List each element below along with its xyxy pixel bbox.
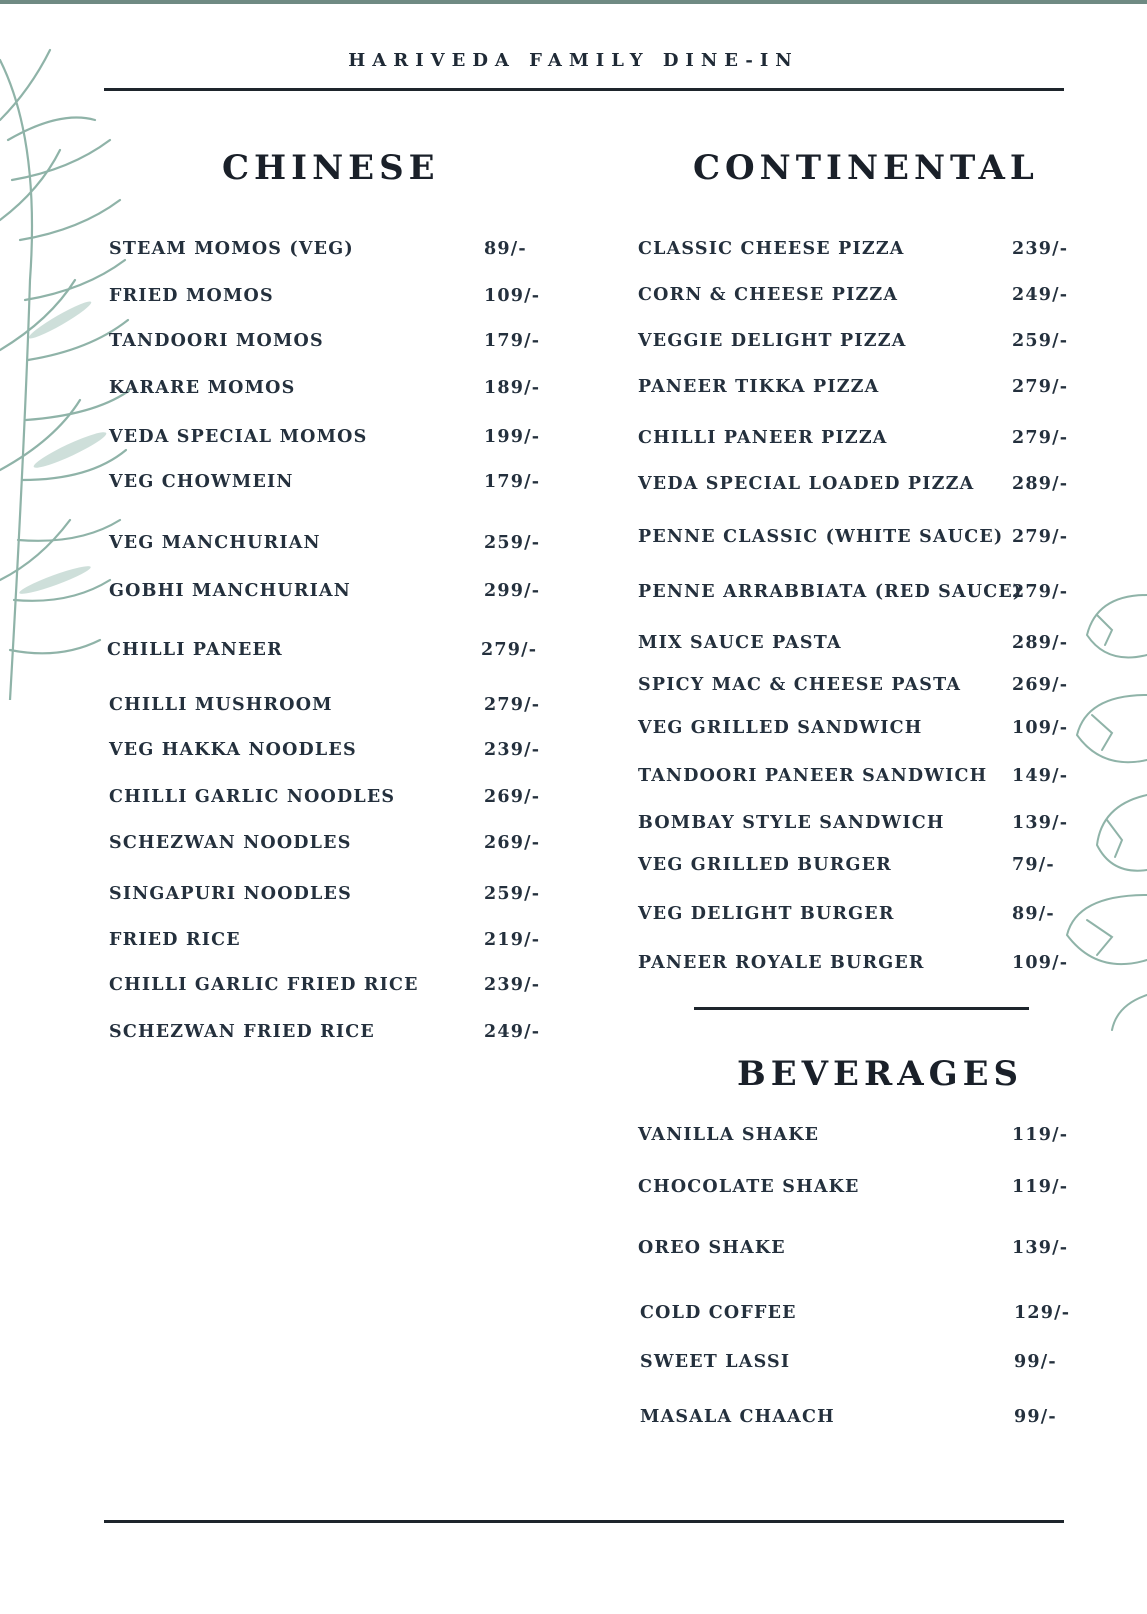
restaurant-name: HARIVEDA FAMILY DINE-IN	[348, 50, 799, 71]
menu-item-name: COLD COFFEE	[640, 1303, 797, 1323]
menu-item-name: MASALA CHAACH	[640, 1407, 835, 1427]
menu-item-name: PANEER ROYALE BURGER	[638, 953, 925, 973]
menu-item-price: 109/-	[484, 286, 541, 306]
menu-item-price: 269/-	[484, 787, 541, 807]
menu-item-name: FRIED RICE	[109, 930, 241, 950]
bottom-divider	[104, 1520, 1064, 1523]
menu-item-price: 279/-	[1012, 377, 1069, 397]
menu-item-name: VEG DELIGHT BURGER	[638, 904, 895, 924]
menu-item-name: TANDOORI MOMOS	[109, 331, 324, 351]
menu-item-name: CHOCOLATE SHAKE	[638, 1177, 860, 1197]
menu-item-price: 289/-	[1012, 633, 1069, 653]
section-title-beverages: BEVERAGES	[737, 1054, 1024, 1094]
menu-item-name: VEG HAKKA NOODLES	[109, 740, 357, 760]
menu-item-price: 239/-	[1012, 239, 1069, 259]
menu-item-name: STEAM MOMOS (VEG)	[109, 239, 354, 259]
menu-item-price: 99/-	[1014, 1352, 1057, 1372]
menu-item-price: 289/-	[1012, 474, 1069, 494]
section-title-chinese: CHINESE	[222, 148, 440, 188]
menu-item-price: 259/-	[484, 533, 541, 553]
menu-item-name: SCHEZWAN NOODLES	[109, 833, 352, 853]
menu-item-price: 279/-	[484, 695, 541, 715]
menu-item-name: KARARE MOMOS	[109, 378, 296, 398]
menu-item-price: 239/-	[484, 975, 541, 995]
menu-item-name: VANILLA SHAKE	[638, 1125, 820, 1145]
menu-item-name: VEG CHOWMEIN	[109, 472, 294, 492]
menu-item-price: 259/-	[1012, 331, 1069, 351]
menu-item-name: PANEER TIKKA PIZZA	[638, 377, 880, 397]
menu-item-price: 239/-	[484, 740, 541, 760]
menu-item-name: VEG GRILLED BURGER	[638, 855, 892, 875]
menu-item-price: 109/-	[1012, 718, 1069, 738]
foliage-right-decoration	[1057, 575, 1147, 1075]
menu-item-price: 179/-	[484, 472, 541, 492]
menu-item-name: CORN & CHEESE PIZZA	[638, 285, 899, 305]
menu-item-price: 219/-	[484, 930, 541, 950]
menu-item-price: 129/-	[1014, 1303, 1071, 1323]
menu-item-price: 79/-	[1012, 855, 1055, 875]
menu-item-name: CHILLI PANEER	[107, 640, 283, 660]
page-top-border	[0, 0, 1147, 4]
menu-item-name: CHILLI PANEER PIZZA	[638, 428, 888, 448]
menu-item-price: 279/-	[1012, 428, 1069, 448]
menu-item-name: CHILLI MUSHROOM	[109, 695, 333, 715]
menu-item-price: 279/-	[1012, 527, 1069, 547]
menu-item-name: PENNE ARRABBIATA (RED SAUCE)	[638, 582, 1023, 602]
menu-item-name: SPICY MAC & CHEESE PASTA	[638, 675, 962, 695]
section-title-continental: CONTINENTAL	[693, 148, 1039, 188]
menu-item-price: 149/-	[1012, 766, 1069, 786]
menu-item-price: 119/-	[1012, 1125, 1069, 1145]
menu-item-name: VEDA SPECIAL MOMOS	[109, 427, 368, 447]
menu-item-name: OREO SHAKE	[638, 1238, 786, 1258]
menu-item-name: CLASSIC CHEESE PIZZA	[638, 239, 905, 259]
section-divider	[694, 1007, 1029, 1010]
menu-item-price: 269/-	[484, 833, 541, 853]
menu-item-name: PENNE CLASSIC (WHITE SAUCE)	[638, 527, 1004, 547]
menu-item-price: 279/-	[481, 640, 538, 660]
menu-item-name: SCHEZWAN FRIED RICE	[109, 1022, 375, 1042]
menu-item-price: 269/-	[1012, 675, 1069, 695]
menu-item-price: 89/-	[1012, 904, 1055, 924]
menu-item-price: 299/-	[484, 581, 541, 601]
menu-item-price: 99/-	[1014, 1407, 1057, 1427]
menu-item-name: FRIED MOMOS	[109, 286, 274, 306]
menu-item-name: MIX SAUCE PASTA	[638, 633, 842, 653]
menu-item-price: 249/-	[1012, 285, 1069, 305]
menu-item-price: 119/-	[1012, 1177, 1069, 1197]
menu-item-price: 89/-	[484, 239, 527, 259]
menu-item-price: 139/-	[1012, 813, 1069, 833]
menu-item-price: 109/-	[1012, 953, 1069, 973]
menu-item-name: TANDOORI PANEER SANDWICH	[638, 766, 988, 786]
menu-item-price: 139/-	[1012, 1238, 1069, 1258]
menu-item-name: VEG MANCHURIAN	[109, 533, 321, 553]
menu-item-name: CHILLI GARLIC FRIED RICE	[109, 975, 419, 995]
menu-item-name: SWEET LASSI	[640, 1352, 791, 1372]
menu-item-price: 199/-	[484, 427, 541, 447]
menu-item-name: VEDA SPECIAL LOADED PIZZA	[638, 474, 975, 494]
menu-item-price: 279/-	[1012, 582, 1069, 602]
top-divider	[104, 88, 1064, 91]
menu-item-name: VEGGIE DELIGHT PIZZA	[638, 331, 907, 351]
menu-item-name: BOMBAY STYLE SANDWICH	[638, 813, 945, 833]
menu-item-price: 189/-	[484, 378, 541, 398]
menu-item-name: SINGAPURI NOODLES	[109, 884, 352, 904]
menu-item-price: 259/-	[484, 884, 541, 904]
menu-item-name: VEG GRILLED SANDWICH	[638, 718, 923, 738]
menu-item-name: GOBHI MANCHURIAN	[109, 581, 351, 601]
menu-item-name: CHILLI GARLIC NOODLES	[109, 787, 396, 807]
menu-item-price: 179/-	[484, 331, 541, 351]
menu-item-price: 249/-	[484, 1022, 541, 1042]
